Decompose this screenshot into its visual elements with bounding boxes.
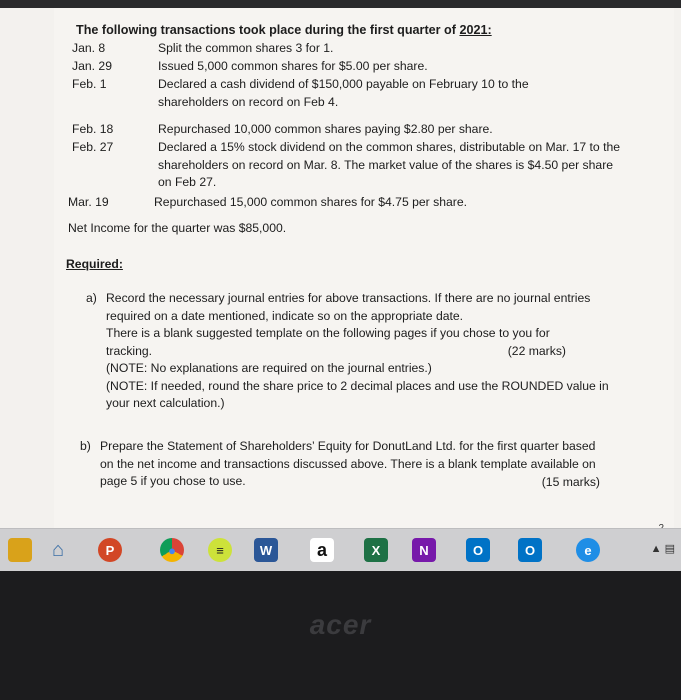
system-tray[interactable]: ▲ ▤ <box>650 543 675 555</box>
transaction-text: Split the common shares 3 for 1. <box>158 41 334 55</box>
transaction-date: Mar. 19 <box>68 195 109 209</box>
question-a-line2: There is a blank suggested template on the following pages if you chose to you for tracking. <box>106 326 550 358</box>
top-bezel <box>0 0 681 8</box>
transaction-text: Repurchased 10,000 common shares paying $2.80 per share. <box>158 122 493 136</box>
home-icon[interactable]: ⌂ <box>51 538 65 561</box>
question-a-note1: (NOTE: No explanations are required on the journal entries.) <box>106 361 432 375</box>
spotify-icon[interactable]: ≡ <box>208 538 232 562</box>
edge-icon[interactable]: e <box>576 538 600 562</box>
document-page <box>54 8 674 528</box>
transaction-text: Declared a cash dividend of $150,000 payable on February 10 to the shareholders on record on Feb 4. <box>158 77 529 109</box>
transaction-date: Feb. 1 <box>72 77 107 91</box>
powerpoint-icon[interactable]: P <box>98 538 122 562</box>
excel-icon[interactable]: X <box>364 538 388 562</box>
start-icon[interactable] <box>8 538 32 562</box>
required-heading: Required: <box>66 257 123 271</box>
outlook-icon[interactable]: O <box>466 538 490 562</box>
question-b-label: b) <box>80 439 91 453</box>
page-heading <box>76 22 492 40</box>
laptop-bezel <box>0 571 681 700</box>
transaction-date: Jan. 8 <box>72 41 106 55</box>
question-a-line2-row <box>106 325 626 360</box>
question-b-marks: (15 marks) <box>541 475 600 489</box>
outlook2-icon[interactable]: O <box>518 538 542 562</box>
transaction-text: Issued 5,000 common shares for $5.00 per share. <box>158 59 428 73</box>
question-b-text: Prepare the Statement of Shareholders’ Equity for DonutLand Ltd. for the first quarter based on the net income and transactions discussed above. There is a blank template available on page 5 if you chose to use. <box>100 439 596 488</box>
chrome-icon[interactable]: ● <box>160 538 184 562</box>
brand-logo: acer <box>309 609 372 640</box>
net-income: Net Income for the quarter was $85,000. <box>68 221 287 235</box>
transaction-text: Declared a 15% stock dividend on the common shares, distributable on Mar. 17 to the shareholders on record on Mar. 8. The market value of the shares is $4.50 per share on Feb 27. <box>158 140 621 189</box>
question-a-marks: (22 marks) <box>507 344 566 358</box>
word-icon[interactable]: W <box>254 538 278 562</box>
transaction-date: Jan. 29 <box>72 59 112 73</box>
screen <box>0 8 681 528</box>
amazon-icon[interactable]: a <box>310 538 334 562</box>
taskbar <box>0 528 681 571</box>
transaction-date: Feb. 18 <box>72 122 114 136</box>
transaction-text: Repurchased 15,000 common shares for $4.75 per share. <box>154 195 467 209</box>
question-a-note2: (NOTE: If needed, round the share price to 2 decimal places and use the ROUNDED value in your next calculation.) <box>106 378 609 410</box>
question-a-line1: Record the necessary journal entries for above transactions. If there are no journal entries required on a date mentioned, indicate so on the appropriate date. <box>106 291 591 323</box>
heading-text: The following transactions took place during the first quarter of <box>76 23 460 37</box>
transaction-date: Feb. 27 <box>72 140 114 154</box>
question-a-label: a) <box>86 291 97 305</box>
onenote-icon[interactable]: N <box>412 538 436 562</box>
heading-year: 2021: <box>459 23 492 37</box>
